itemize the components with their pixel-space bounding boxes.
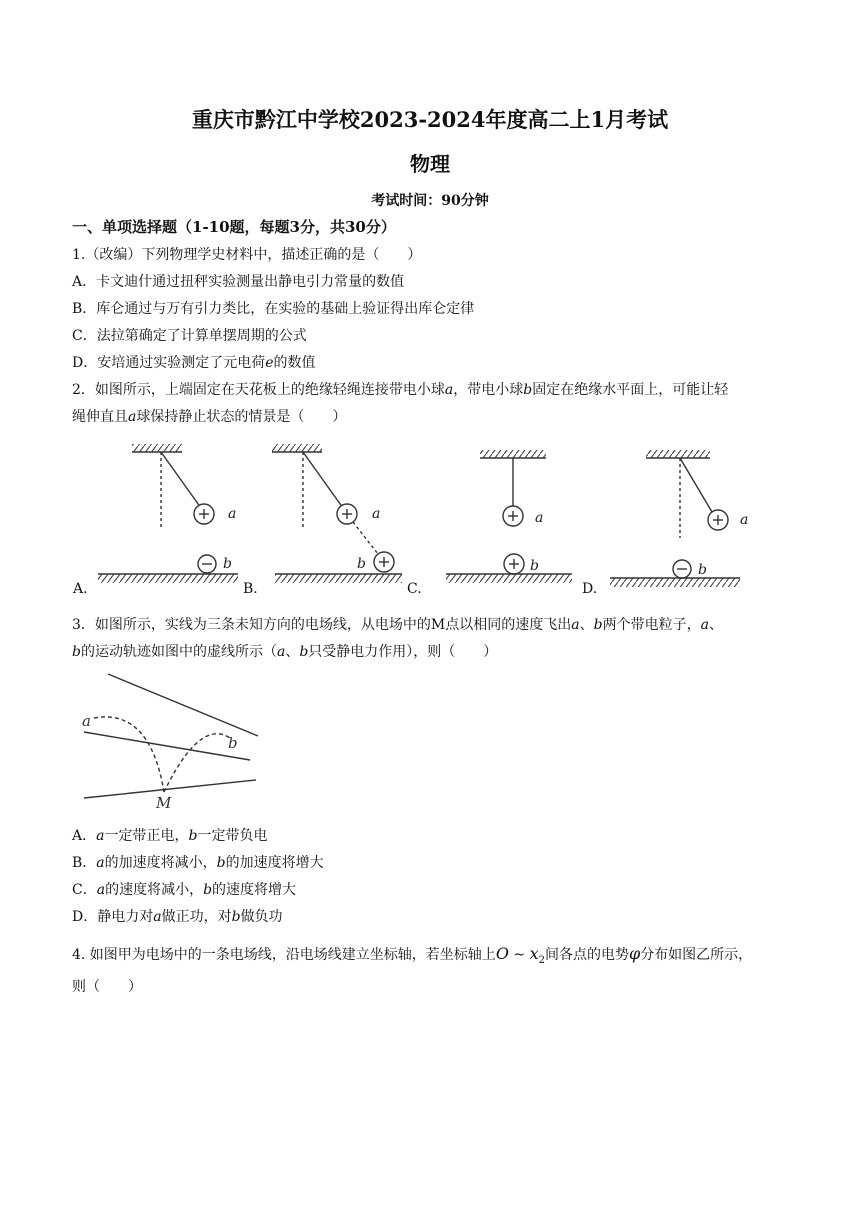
q4-stem-line2: 则（ ）: [72, 979, 142, 995]
trajectory-a: [94, 717, 164, 792]
exam-title: 重庆市黔江中学校2023-2024年度高二上1月考试: [191, 107, 669, 132]
q2-panel-d: [610, 450, 740, 587]
subject-title: 物理: [410, 152, 450, 176]
q2-d-label-a: a: [740, 512, 749, 528]
q2-figure: [60, 438, 780, 598]
q4-stem-line1: 4. 如图甲为电场中的一条电场线，沿电场线建立坐标轴，若坐标轴上O ~ $x_2$间各点的电势φ分布如图乙所示，: [72, 944, 753, 966]
q3-stem-line1: 3．如图所示，实线为三条未知方向的电场线，从电场中的M点以相同的速度飞出a、b两个带电粒子，a、: [72, 617, 723, 633]
q2-d-label-b: b: [698, 562, 707, 578]
q2-b-label-a: a: [372, 506, 381, 522]
q3-option-a: A．a一定带正电，b一定带负电: [72, 828, 268, 844]
q2-stem-line2: 绳伸直且a球保持静止状态的情景是（ ）: [72, 409, 347, 425]
q2-label-b: B.: [243, 581, 258, 597]
q2-panel-b: [272, 444, 402, 583]
q3-option-c: C．a的速度将减小，b的速度将增大: [72, 882, 297, 898]
q2-label-a: A.: [73, 581, 88, 597]
exam-time: 考试时间：90分钟: [371, 193, 489, 209]
q2-a-label-b: b: [223, 556, 232, 572]
q3-fig-label-m: M: [156, 794, 172, 810]
q1-option-a: A．卡文迪什通过扭秤实验测量出静电引力常量的数值: [72, 274, 405, 290]
q3-figure: [80, 668, 265, 810]
q2-stem-line1: 2．如图所示，上端固定在天花板上的绝缘轻绳连接带电小球a，带电小球b固定在绝缘水平面上，可能让轻: [72, 382, 729, 398]
q3-option-d: D．静电力对a做正功，对b做负功: [72, 909, 283, 925]
q1-option-b: B．库仑通过与万有引力类比，在实验的基础上验证得出库仑定律: [72, 301, 475, 317]
q2-c-label-a: a: [535, 510, 544, 526]
q2-label-c: C.: [407, 581, 422, 597]
q3-option-b: B．a的加速度将减小，b的加速度将增大: [72, 855, 324, 871]
section-heading: 一、单项选择题（1-10题，每题3分，共30分）: [72, 218, 396, 236]
q2-label-d: D.: [582, 581, 598, 597]
q3-fig-label-b: b: [228, 734, 238, 752]
q1-option-c: C．法拉第确定了计算单摆周期的公式: [72, 328, 307, 344]
q3-stem-line2: b的运动轨迹如图中的虚线所示（a、b只受静电力作用），则（ ）: [72, 644, 498, 660]
q2-panel-a: [98, 444, 238, 583]
q2-b-label-b: b: [357, 556, 366, 572]
field-line-top: [108, 674, 258, 736]
q1-stem: 1.（改编）下列物理学史材料中，描述正确的是（ ）: [72, 247, 422, 263]
field-line-middle: [84, 732, 250, 760]
q2-panel-c: [446, 450, 572, 583]
q2-a-label-a: a: [228, 506, 237, 522]
q3-fig-label-a: a: [82, 712, 91, 730]
q1-option-d: D．安培通过实验测定了元电荷e的数值: [72, 355, 316, 371]
q2-c-label-b: b: [530, 558, 539, 574]
